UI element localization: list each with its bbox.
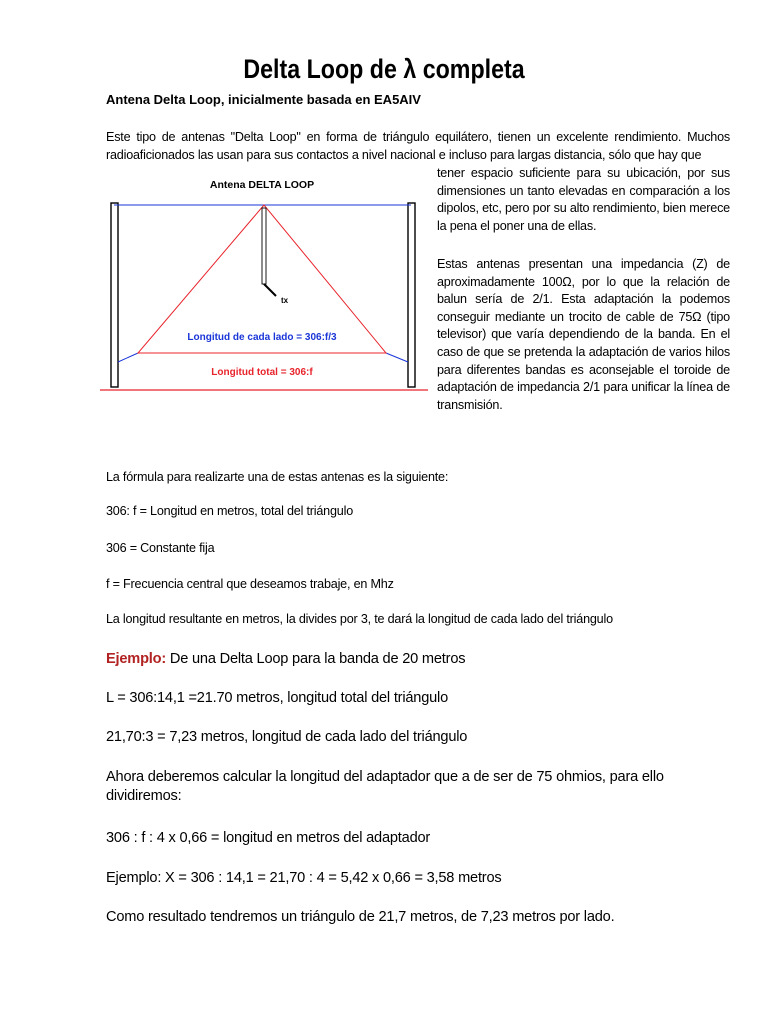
page-subtitle: Antena Delta Loop, inicialmente basada en EA5AIV: [106, 92, 421, 107]
left-bottom-support: [118, 353, 138, 362]
right-mast: [408, 203, 415, 387]
delta-loop-diagram: [96, 172, 428, 398]
feed-line: [262, 208, 266, 284]
page-title: Delta Loop de λ completa: [243, 54, 525, 84]
example-line-2: 21,70:3 = 7,23 metros, longitud de cada lado del triángulo: [106, 729, 468, 745]
formula-line-4: La longitud resultante en metros, la divides por 3, te dará la longitud de cada lado del triángulo: [106, 612, 613, 626]
side-length-label: Longitud de cada lado = 306:f/3: [187, 332, 337, 343]
intro-paragraph: Este tipo de antenas "Delta Loop" en forma de triángulo equilátero, tienen un excelente rendimiento. Muchos radioaficionados las usan para sus contactos a nivel nacional e incluso para largas distancia, sólo que hay que: [106, 130, 730, 162]
formula-line-3: f = Frecuencia central que deseamos trabaje, en Mhz: [106, 577, 394, 591]
example-line-1: L = 306:14,1 =21.70 metros, longitud total del triángulo: [106, 690, 449, 706]
tx-label: tx: [281, 296, 289, 305]
example-heading-text: De una Delta Loop para la banda de 20 metros: [166, 651, 466, 667]
total-length-label: Longitud total = 306:f: [211, 367, 313, 378]
column-paragraph-2: Estas antenas presentan una impedancia (Z) de aproximadamente 100Ω, por lo que la relación de balun sería de 2/1. Esta adaptación la podemos conseguir mediante un trocito de cable de 75Ω (tipo televisor) que varía dependiendo de la banda. En el caso de que se pretenda la adaptación de varios hilos para diferentes bandas es aconsejable el toroide de adaptación de impedancia 2/1 para unificar la línea de transmisión.: [437, 257, 730, 412]
example-line-6: Como resultado tendremos un triángulo de 21,7 metros, de 7,23 metros por lado.: [106, 909, 615, 925]
formula-intro: La fórmula para realizarte una de estas antenas es la siguiente:: [106, 470, 449, 484]
formula-line-1: 306: f = Longitud en metros, total del triángulo: [106, 504, 353, 518]
right-bottom-support: [386, 353, 408, 362]
feed-line-bend: [264, 284, 276, 296]
example-label: Ejemplo:: [106, 651, 167, 667]
example-line-3: Ahora deberemos calcular la longitud del adaptador que a de ser de 75 ohmios, para ello dividiremos:: [106, 769, 664, 804]
formula-line-2: 306 = Constante fija: [106, 541, 215, 555]
left-mast: [111, 203, 118, 387]
column-paragraph-1: tener espacio suficiente para su ubicación, por sus dimensiones un tanto elevadas en comparación a los dipolos, etc, pero por su alto rendimiento, bien merece la pena el poner una de ellas.: [437, 166, 730, 233]
example-heading: [106, 650, 726, 669]
example-line-5: Ejemplo: X = 306 : 14,1 = 21,70 : 4 = 5,42 x 0,66 = 3,58 metros: [106, 870, 502, 886]
example-line-4: 306 : f : 4 x 0,66 = longitud en metros del adaptador: [106, 830, 431, 846]
diagram-title: Antena DELTA LOOP: [209, 179, 315, 191]
